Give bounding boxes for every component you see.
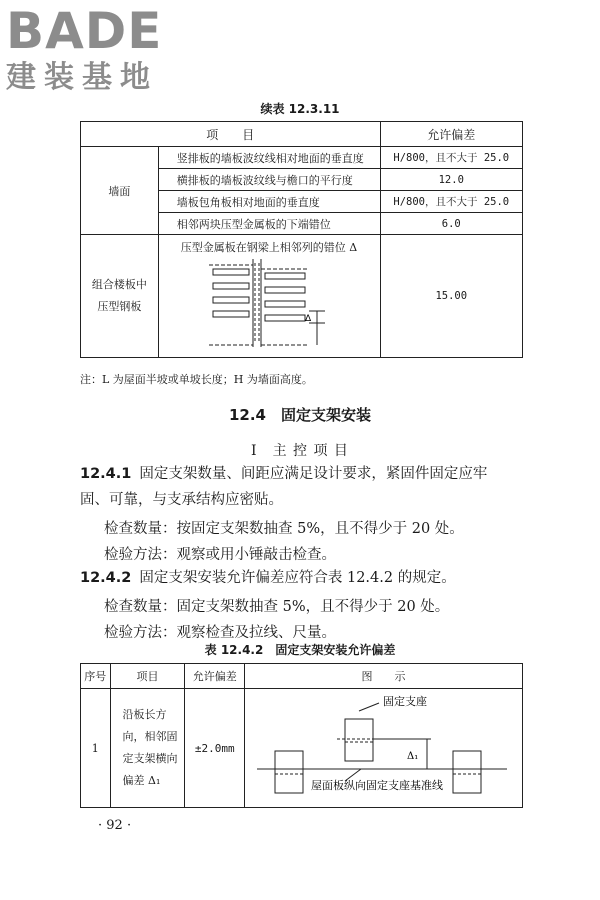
table1-caption: 续表 12.3.11 [260,102,340,116]
table2-caption: 表 12.4.2 固定支架安装允许偏差 [204,643,396,657]
table1-cell-item-figure [158,235,380,358]
deck-rib-right [265,301,305,307]
support-label: 固定支座 [382,695,427,708]
table1-cell-item: 竖排板的墙板波纹线相对地面的垂直度 [158,147,380,169]
clause-number: 12.4.1 [80,466,132,482]
deck-rib-left [213,297,249,303]
clause-12-4-1 [80,461,487,487]
support-block-right [453,751,481,793]
deck-rib-left [213,283,249,289]
table1-cell-item: 压型金属板在钢梁上相邻列的错位 Δ [180,241,358,254]
clause-check-quantity: 检查数量：固定支架数抽查 5%，且不得少于 20 处。 [104,599,450,615]
clause-text: 固定支架数量、间距应满足设计要求，紧固件固定应牢 [139,466,488,482]
delta-label: Δ [304,314,311,324]
deck-rib-right [265,315,305,321]
deck-rib-right [265,287,305,293]
table1-group-composite-floor: 组合楼板中压型钢板 [81,235,159,358]
table2-cell-item [110,689,185,808]
clause-text-continued: 固、可靠，与支承结构应密贴。 [80,492,283,508]
item-line: 定支架横向 [122,752,178,765]
table1-cell-tolerance: H/800，且不大于 25.0 [380,191,522,213]
deck-rib-right [265,273,305,279]
support-block-middle [345,719,373,761]
page-number: · 92 · [98,818,132,833]
table1-header-item: 项 目 [81,122,381,147]
table2 [80,663,523,808]
section-subtitle: Ⅰ 主 控 项 目 [251,443,349,459]
table2-header-figure: 图 示 [244,664,522,689]
item-line: 沿板长方 [122,708,167,721]
clause-check-method: 检验方法：观察检查及拉线、尺量。 [104,625,336,641]
table2-header-tolerance: 允许偏差 [185,664,245,689]
steel-deck-offset-diagram [209,257,339,349]
delta-label: Δ₁ [406,751,419,762]
table1-cell-tolerance: 6.0 [380,213,522,235]
logo-subtitle: 建装基地 [6,60,158,95]
support-offset-diagram [245,689,522,807]
table1-header-tolerance: 允许偏差 [380,122,522,147]
deck-rib-left [213,269,249,275]
baseline-label: 屋面板纵向固定支座基准线 [310,779,443,792]
table1-cell-tolerance: H/800，且不大于 25.0 [380,147,522,169]
support-block-left [275,751,303,793]
clause-number: 12.4.2 [80,570,132,586]
table1-cell-item: 横排板的墙板波纹线与檐口的平行度 [158,169,380,191]
logo-wordmark: BADE [6,2,163,60]
table1-cell-item: 墙板包角板相对地面的垂直度 [158,191,380,213]
clause-check-quantity: 检查数量：按固定支架数抽查 5%，且不得少于 20 处。 [104,521,464,537]
table1-cell-tolerance: 15.00 [380,235,522,358]
section-title: 12.4 固定支架安装 [228,406,371,424]
logo [6,4,162,96]
table2-header-item: 项目 [110,664,185,689]
item-line: 向，相邻固 [122,730,178,743]
table1-cell-item: 相邻两块压型金属板的下端错位 [158,213,380,235]
table2-cell-figure [244,689,522,808]
clause-text: 固定支架安装允许偏差应符合表 12.4.2 的规定。 [139,570,456,586]
table2-header-no: 序号 [81,664,111,689]
table2-cell-tolerance: ±2.0mm [185,689,245,808]
clause-12-4-2 [80,565,456,591]
table1 [80,121,523,358]
table1-note: 注：L 为屋面半坡或单坡长度；H 为墙面高度。 [80,373,313,386]
item-line: 偏差 Δ₁ [122,774,161,787]
table1-cell-tolerance: 12.0 [380,169,522,191]
table2-cell-no: 1 [81,689,111,808]
table1-group-wall: 墙面 [81,147,159,235]
deck-rib-left [213,311,249,317]
clause-check-method: 检验方法：观察或用小锤敲击检查。 [104,547,336,563]
